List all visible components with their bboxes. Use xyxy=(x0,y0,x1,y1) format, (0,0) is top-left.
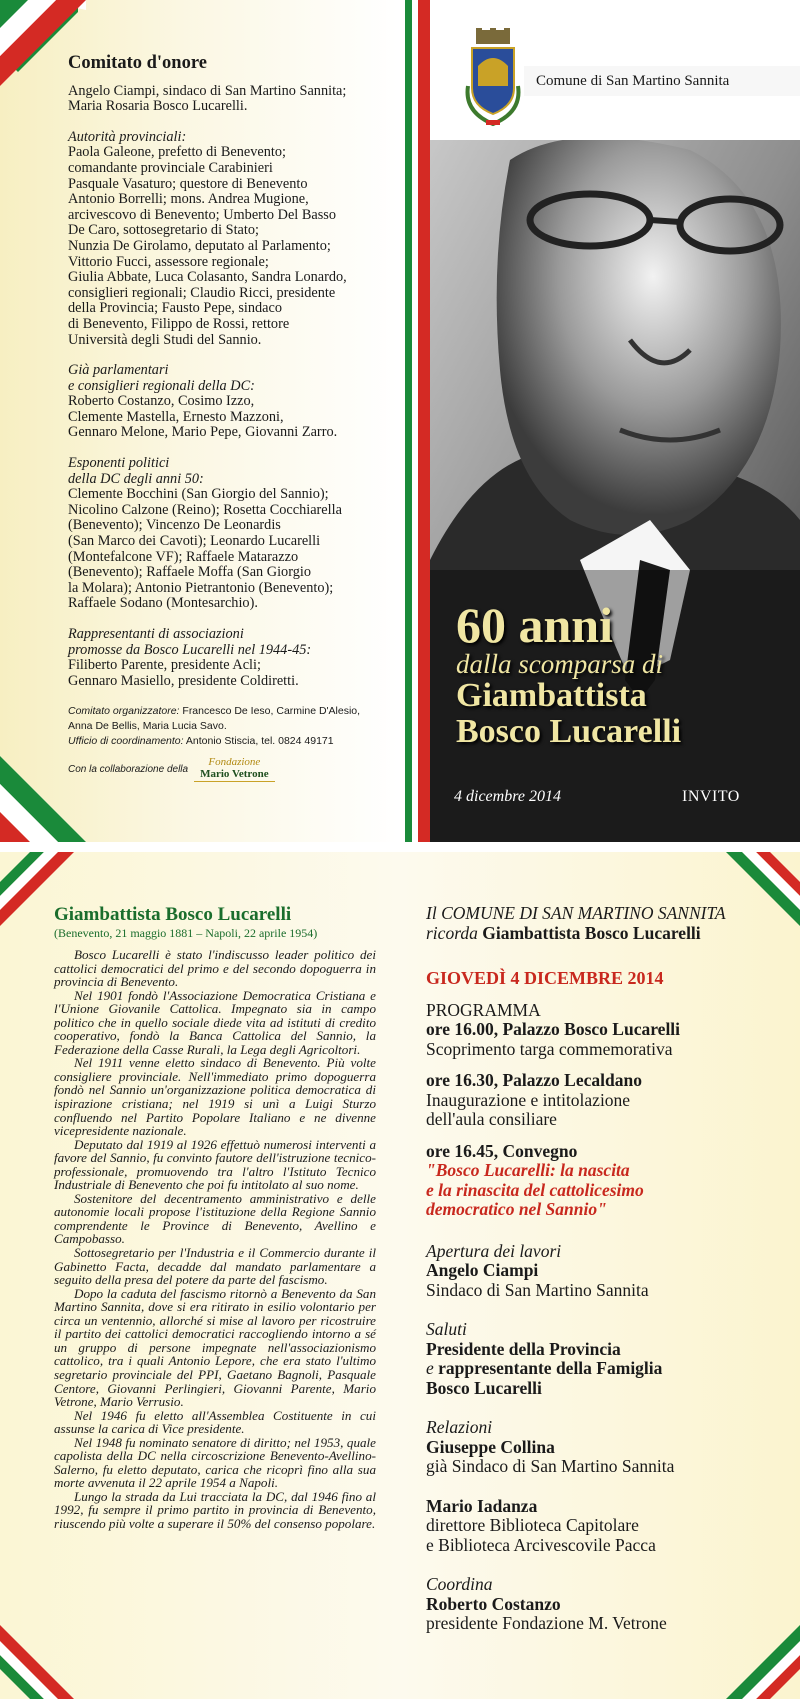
inner-spread xyxy=(0,852,800,1699)
cover-panel xyxy=(430,0,800,842)
italian-flag-corner-bl xyxy=(0,1619,80,1699)
programma xyxy=(426,904,786,1646)
bio-paragraph: Deputato dal 1919 al 1926 effettuò numerosi interventi a favore del Sannio, fu convinto fautore dell'istruzione tecnico-professionale, promuovendo tra l'altro l'Istituto Tecnico Industriale di Benevento che poi fu intitolato al suo nome. xyxy=(54,1136,376,1193)
event-1-desc: Scoprimento targa commemorativa xyxy=(426,1038,673,1059)
event-3: ore 16.45, Convegno "Bosco Lucarelli: la nascita e la rinascita del cattolicesimo democratico nel Sannio" xyxy=(426,1140,644,1219)
apertura-block: Apertura dei lavori Angelo Ciampi Sindaco di San Martino Sannita xyxy=(426,1240,649,1300)
comune-crest-icon xyxy=(462,26,524,136)
fondazione-logo: Fondazione Mario Vetrone xyxy=(194,756,275,782)
title-scomparsa: dalla scomparsa di xyxy=(456,649,664,679)
collaborazione: Con la collaborazione della Fondazione Mario Vetrone xyxy=(68,756,275,782)
event-1-time: ore 16.00, Palazzo Bosco Lucarelli xyxy=(426,1019,681,1039)
divider-green xyxy=(405,0,412,842)
relatore-2-block: Mario Iadanza direttore Biblioteca Capitolare e Biblioteca Arcivescovile Pacca xyxy=(426,1495,656,1555)
event-date: GIOVEDÌ 4 DICEMBRE 2014 xyxy=(426,968,664,988)
rappresentanti-paragraph: Rappresentanti di associazioni promosse da Bosco Lucarelli nel 1944-45: Filiberto Parente, presidente Acli; Gennaro Masiello, presidente Coldiretti. xyxy=(68,626,312,689)
bio-paragraph: Sottosegretario per l'Industria e il Commercio durante il Gabinetto Facta, decadde dal mandato parlamentare a seguito della presa del potere da parte del fascismo. xyxy=(54,1245,376,1288)
bio-paragraph: Nel 1911 venne eletto sindaco di Benevento. Più volte consigliere provinciale. Nell'immediato primo dopoguerra fondò nel Sannio un'organizzazione politica democratica di ispirazione cristiana; nel 1919 si unì a Luigi Sturzo confluendo nel Partito Popolare Italiano e ne divenne vicepresidente nazionale. xyxy=(54,1055,376,1139)
saluti-block: Saluti Presidente della Provincia e rappresentante della Famiglia Bosco Lucarelli xyxy=(426,1319,663,1398)
title-name-2: Bosco Lucarelli xyxy=(456,713,682,750)
cover-date: 4 dicembre 2014 xyxy=(454,788,561,805)
bio-paragraph: Nel 1948 fu nominato senatore di diritto; nel 1953, quale capolista della DC nella circoscrizione Benevento-Avellino-Salerno, fu eletto deputato, carica che ricoprì fino alla sua morte avvenuta il 22 aprile 1954 a Napoli. xyxy=(54,1434,376,1491)
title-60-anni: 60 anni xyxy=(456,597,614,653)
parlamentari-paragraph: Già parlamentari e consiglieri regionali della DC: Roberto Costanzo, Cosimo Izzo, Clemente Mastella, Ernesto Mazzoni, Gennaro Melone, Mario Pepe, Giovanni Zarro. xyxy=(68,362,338,441)
event-2: ore 16.30, Palazzo Lecaldano Inaugurazione e intitolazione dell'aula consiliare xyxy=(426,1070,642,1129)
comitato-heading: Comitato d'onore xyxy=(68,53,207,73)
bio-paragraph: Lungo la strada da Lui tracciata la DC, dal 1946 fino al 1992, fu sempre il primo partito in provincia di Benevento, riuscendo più volte a superare il 50% del consenso popolare. xyxy=(54,1488,376,1531)
front-spread xyxy=(0,0,800,842)
coordina-block: Coordina Roberto Costanzo presidente Fondazione M. Vetrone xyxy=(426,1574,667,1633)
bio-paragraph: Sostenitore del decentramento amministrativo e delle autonomie locali propose l'istituzione della Regione Sannio comprendente le Province di Benevento, Avellino e Campobasso. xyxy=(54,1190,376,1247)
sindaco-paragraph: Angelo Ciampi, sindaco di San Martino Sannita; Maria Rosaria Bosco Lucarelli. xyxy=(68,82,347,115)
comitato-text xyxy=(68,53,388,749)
bio-paragraph: Nel 1901 fondò l'Associazione Democratica Cristiana e l'Unione Giovanile Cattolica. Impegnato sia in campo politico che in quello sociale diede vita ad istituti di credito cooperativo, fondò la Banca Cattolica del Sannio, la Federazione della Casse Rurali, la Lega degli Agricoltori. xyxy=(54,987,376,1057)
bio-paragraph: Nel 1946 fu eletto all'Assemblea Costituente in cui assunse la carica di Vice presidente. xyxy=(54,1407,376,1437)
comitato-panel xyxy=(0,0,398,842)
bio-title: Giambattista Bosco Lucarelli xyxy=(54,904,292,925)
relazioni-block: Relazioni Giuseppe Collina già Sindaco di San Martino Sannita xyxy=(426,1417,675,1476)
divider-red xyxy=(418,0,430,842)
invito-label: INVITO xyxy=(682,788,740,805)
event-1 xyxy=(426,1001,786,1060)
biography-text xyxy=(54,948,376,1531)
bio-paragraph: Dopo la caduta del fascismo ritornò a Benevento da San Martino Sannita, dove si era ritirato in esilio volontario per circa un ventennio, allorché si mise al lavoro per ricostruire il partito dei cattolici democratici raccogliendo intorno a sé un gruppo di persone impegnate nell'associazionismo cattolico, tra i quali Antonio Lepore, che era stato l'ultimo segretario provinciale del PPI, Gaetano Bagnoli, Pasquale Centore, Giovanni Perlingieri, Giovanni Parente, Mario Vetrone, Mario Verrusio. xyxy=(54,1285,376,1410)
italian-flag-corner-bottom xyxy=(0,756,86,842)
autorita-paragraph: Autorità provinciali: Paola Galeone, prefetto di Benevento; comandante provinciale Carabinieri Pasquale Vasaturo; questore di Benevento Antonio Borrelli; mons. Andrea Mugione, arcivescovo di Benevento; Umberto Del Basso De Caro, sottosegretario di Stato; Nunzia De Girolamo, deputato al Parlamento; Vittorio Fucci, assessore regionale; Giulia Abbate, Luca Colasanto, Sandra Lonardo, consiglieri regionali; Claudio Ricci, presidente della Provincia; Fausto Pepe, sindaco di Benevento, Filippo de Rossi, rettore Università degli Studi del Sannio. xyxy=(68,128,347,348)
bio-paragraph: Bosco Lucarelli è stato l'indiscusso leader politico dei cattolici democratici del primo e del secondo dopoguerra in provincia di Benevento. xyxy=(54,947,376,990)
esponenti-paragraph: Esponenti politici della DC degli anni 50: Clemente Bocchini (San Giorgio del Sannio); Nicolino Calzone (Reino); Rosetta Cocchiarella (Benevento); Vincenzo De Leonardis (San Marco dei Cavoti); Leonardo Lucarelli (Montefalcone VF); Raffaele Matarazzo (Benevento); Raffaele Moffa (San Giorgio la Molara); Antonio Pietrantonio (Benevento); Raffaele Sodano (Montesarchio). xyxy=(68,455,342,612)
comune-label: Comune di San Martino Sannita xyxy=(524,66,800,96)
program-intro: Il COMUNE DI SAN MARTINO SANNITA ricorda Giambattista Bosco Lucarelli xyxy=(426,903,726,943)
divider-white xyxy=(398,0,405,842)
title-name-1: Giambattista xyxy=(456,677,647,714)
programma-label: PROGRAMMA xyxy=(426,999,541,1020)
cover-title xyxy=(456,597,800,750)
bio-subtitle: (Benevento, 21 maggio 1881 – Napoli, 22 aprile 1954) xyxy=(54,926,318,940)
organizzatori-text: Comitato organizzatore: Francesco De Ieso, Carmine D'Alesio, Anna De Bellis, Maria Lucia Savo. Ufficio di coordinamento: Antonio Stiscia, tel. 0824 49171 xyxy=(68,705,361,748)
